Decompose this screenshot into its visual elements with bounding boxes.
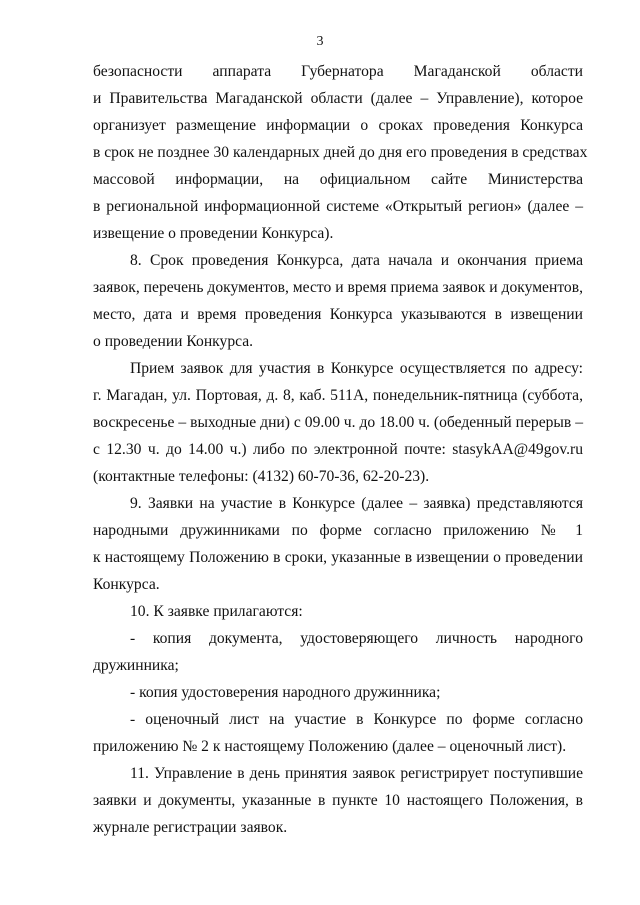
text-line: место, дата и время проведения Конкурса указываются в извещении (93, 306, 583, 323)
text-line: 11. Управление в день принятия заявок регистрирует поступившие (130, 765, 583, 782)
text-line: 8. Срок проведения Конкурса, дата начала и окончания приема (130, 252, 583, 269)
text-line: - копия документа, удостоверяющего личность народного (130, 630, 583, 647)
text-line: народными дружинниками по форме согласно приложению № 1 (93, 522, 583, 539)
text-line: (контактные телефоны: (4132) 60-70-36, 62-20-23). (93, 468, 430, 485)
text-line: заявки и документы, указанные в пункте 10 настоящего Положения, в (93, 792, 583, 809)
text-line: - копия удостоверения народного дружинника; (130, 684, 441, 701)
text-line: Конкурса. (93, 576, 160, 593)
text-line: в региональной информационной системе «Открытый регион» (далее – (93, 198, 583, 215)
text-line: массовой информации, на официальном сайте Министерства (93, 171, 583, 188)
text-line: воскресенье – выходные дни) с 09.00 ч. до 18.00 ч. (обеденный перерыв – (93, 414, 583, 431)
text-line: Прием заявок для участия в Конкурсе осуществляется по адресу: (130, 360, 583, 377)
text-line: заявок, перечень документов, место и время приема заявок и документов, (93, 279, 583, 296)
text-line: с 12.30 ч. до 14.00 ч.) либо по электронной почте: stasykAA@49gov.ru (93, 441, 583, 458)
text-line: дружинника; (93, 657, 179, 674)
text-line: безопасности аппарата Губернатора Магаданской области (93, 63, 583, 80)
page-number: 3 (316, 34, 324, 49)
text-line: журнале регистрации заявок. (93, 819, 288, 836)
text-line: и Правительства Магаданской области (далее – Управление), которое (93, 90, 583, 107)
text-line: - оценочный лист на участие в Конкурсе по форме согласно (130, 711, 583, 728)
text-line: в срок не позднее 30 календарных дней до дня его проведения в средствах (93, 144, 588, 161)
text-line: организует размещение информации о сроках проведения Конкурса (93, 117, 583, 134)
text-line: 9. Заявки на участие в Конкурсе (далее – заявка) представляются (130, 495, 583, 512)
text-line: о проведении Конкурса. (93, 333, 254, 350)
text-line: г. Магадан, ул. Портовая, д. 8, каб. 511А, понедельник-пятница (суббота, (93, 387, 583, 404)
text-line: извещение о проведении Конкурса). (93, 225, 334, 242)
text-line: приложению № 2 к настоящему Положению (далее – оценочный лист). (93, 738, 567, 755)
text-line: 10. К заявке прилагаются: (130, 603, 303, 620)
text-line: к настоящему Положению в сроки, указанные в извещении о проведении (93, 549, 583, 566)
